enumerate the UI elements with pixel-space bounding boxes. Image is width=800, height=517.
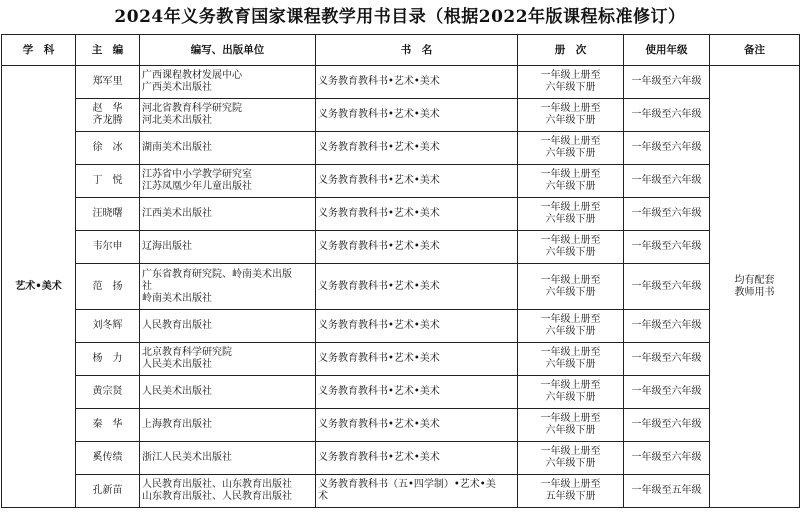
editor-cell: 丁 悦 — [76, 165, 140, 198]
grade-cell: 一年级至六年级 — [624, 409, 710, 442]
book-title-cell: 义务教育教科书•艺术•美术 — [316, 343, 518, 376]
publisher-cell: 湖南美术出版社 — [140, 132, 316, 165]
volume-cell: 一年级上册至 六年级下册 — [518, 165, 624, 198]
subject-cell: 艺术•美术 — [2, 66, 76, 508]
grade-cell: 一年级至六年级 — [624, 343, 710, 376]
publisher-cell: 上海教育出版社 — [140, 409, 316, 442]
table-row — [2, 409, 800, 442]
grade-cell: 一年级至五年级 — [624, 475, 710, 508]
publisher-cell: 河北省教育科学研究院 河北美术出版社 — [140, 99, 316, 132]
volume-cell: 一年级上册至 六年级下册 — [518, 198, 624, 231]
book-title-cell: 义务教育教科书•艺术•美术 — [316, 132, 518, 165]
page-title: 2024年义务教育国家课程教学用书目录（根据2022年版课程标准修订） — [114, 7, 686, 27]
editor-cell: 黄宗贤 — [76, 376, 140, 409]
header-row — [2, 35, 800, 66]
volume-cell: 一年级上册至 六年级下册 — [518, 310, 624, 343]
volume-cell: 一年级上册至 六年级下册 — [518, 409, 624, 442]
table-row — [2, 264, 800, 310]
publisher-cell: 江苏省中小学教学研究室 江苏凤凰少年儿童出版社 — [140, 165, 316, 198]
grade-cell: 一年级至六年级 — [624, 99, 710, 132]
note-cell: 均有配套 教师用书 — [710, 66, 800, 508]
publisher-cell: 广西课程教材发展中心 广西美术出版社 — [140, 66, 316, 99]
book-title-cell: 义务教育教科书•艺术•美术 — [316, 442, 518, 475]
book-title-cell: 义务教育教科书•艺术•美术 — [316, 198, 518, 231]
header-book: 书 名 — [316, 35, 518, 66]
publisher-cell: 广东省教育研究院、岭南美术出版 社 岭南美术出版社 — [140, 264, 316, 310]
publisher-cell: 北京教育科学研究院 人民美术出版社 — [140, 343, 316, 376]
table-row — [2, 343, 800, 376]
book-title-cell: 义务教育教科书•艺术•美术 — [316, 264, 518, 310]
volume-cell: 一年级上册至 六年级下册 — [518, 343, 624, 376]
editor-cell: 奚传绩 — [76, 442, 140, 475]
grade-cell: 一年级至六年级 — [624, 442, 710, 475]
book-title-cell: 义务教育教科书•艺术•美术 — [316, 66, 518, 99]
publisher-cell: 人民教育出版社 — [140, 310, 316, 343]
book-title-cell: 义务教育教科书•艺术•美术 — [316, 231, 518, 264]
header-grade: 使用年级 — [624, 35, 710, 66]
publisher-cell: 浙江人民美术出版社 — [140, 442, 316, 475]
header-publisher: 编写、出版单位 — [140, 35, 316, 66]
table-row — [2, 475, 800, 508]
table-row — [2, 310, 800, 343]
header-subject: 学 科 — [2, 35, 76, 66]
grade-cell: 一年级至六年级 — [624, 264, 710, 310]
editor-cell: 赵 华 齐龙腾 — [76, 99, 140, 132]
grade-cell: 一年级至六年级 — [624, 310, 710, 343]
grade-cell: 一年级至六年级 — [624, 165, 710, 198]
volume-cell: 一年级上册至 六年级下册 — [518, 66, 624, 99]
book-title-cell: 义务教育教科书（五•四学制）•艺术•美 术 — [316, 475, 518, 508]
book-title-cell: 义务教育教科书•艺术•美术 — [316, 376, 518, 409]
volume-cell: 一年级上册至 六年级下册 — [518, 442, 624, 475]
table-body — [2, 66, 800, 508]
editor-cell: 范 扬 — [76, 264, 140, 310]
book-title-cell: 义务教育教科书•艺术•美术 — [316, 310, 518, 343]
volume-cell: 一年级上册至 六年级下册 — [518, 231, 624, 264]
book-title-cell: 义务教育教科书•艺术•美术 — [316, 165, 518, 198]
grade-cell: 一年级至六年级 — [624, 376, 710, 409]
table-row — [2, 132, 800, 165]
editor-cell: 孔新苗 — [76, 475, 140, 508]
editor-cell: 韦尔申 — [76, 231, 140, 264]
header-note: 备注 — [710, 35, 800, 66]
table-row — [2, 99, 800, 132]
header-volume: 册 次 — [518, 35, 624, 66]
editor-cell: 郑军里 — [76, 66, 140, 99]
grade-cell: 一年级至六年级 — [624, 66, 710, 99]
publisher-cell: 人民美术出版社 — [140, 376, 316, 409]
table-row — [2, 231, 800, 264]
editor-cell: 汪晓曙 — [76, 198, 140, 231]
book-title-cell: 义务教育教科书•艺术•美术 — [316, 99, 518, 132]
publisher-cell: 人民教育出版社、山东教育出版社 山东教育出版社、人民教育出版社 — [140, 475, 316, 508]
volume-cell: 一年级上册至 五年级下册 — [518, 475, 624, 508]
table-row — [2, 165, 800, 198]
volume-cell: 一年级上册至 六年级下册 — [518, 264, 624, 310]
grade-cell: 一年级至六年级 — [624, 198, 710, 231]
table-row — [2, 442, 800, 475]
volume-cell: 一年级上册至 六年级下册 — [518, 376, 624, 409]
textbook-catalog-table — [1, 34, 800, 508]
editor-cell: 刘冬辉 — [76, 310, 140, 343]
header-editor: 主 编 — [76, 35, 140, 66]
table-row — [2, 376, 800, 409]
editor-cell: 徐 冰 — [76, 132, 140, 165]
volume-cell: 一年级上册至 六年级下册 — [518, 99, 624, 132]
grade-cell: 一年级至六年级 — [624, 132, 710, 165]
table-row — [2, 198, 800, 231]
volume-cell: 一年级上册至 六年级下册 — [518, 132, 624, 165]
publisher-cell: 辽海出版社 — [140, 231, 316, 264]
editor-cell: 杨 力 — [76, 343, 140, 376]
grade-cell: 一年级至六年级 — [624, 231, 710, 264]
book-title-cell: 义务教育教科书•艺术•美术 — [316, 409, 518, 442]
table-row — [2, 66, 800, 99]
editor-cell: 秦 华 — [76, 409, 140, 442]
publisher-cell: 江西美术出版社 — [140, 198, 316, 231]
